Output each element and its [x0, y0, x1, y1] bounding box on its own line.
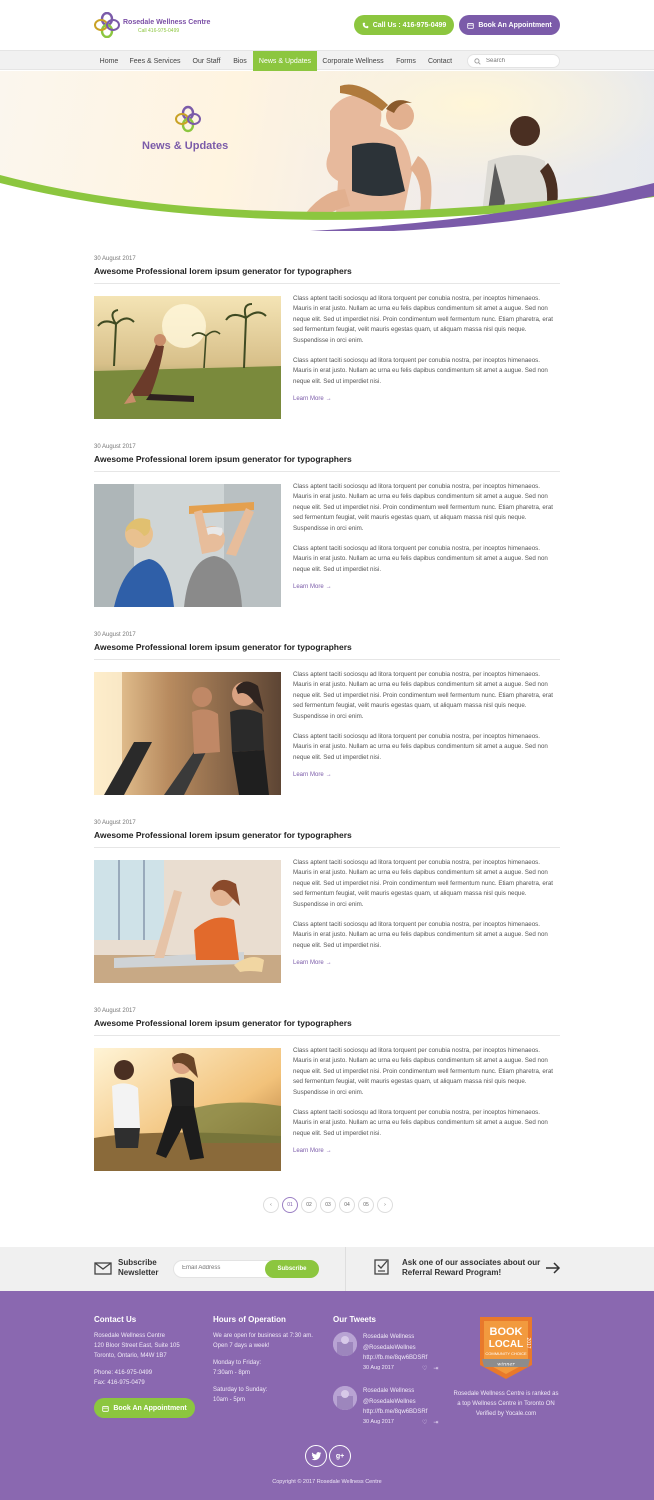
learn-more-link[interactable]	[293, 584, 332, 590]
twitter-button[interactable]	[305, 1445, 327, 1467]
post-paragraph: Class aptent taciti sociosqu ad litora torquent per conubia nostra, per inceptos himenaeos. Mauris in erat justo. Nullam ac urna eu felis dapibus condimentum sit amet a augue. Sed non neque elit. Sed ut imperdiet nisi. Proin condimentum well fermentum nunc. Etiam pharetra, erat sed fermentum feugiat, velit mauris egestas quam, ut aliquam massa nisl quis neque. Suspendisse in orci enim.	[293, 671, 554, 720]
chevron-left-icon: ‹	[270, 1202, 272, 1208]
post-paragraph: Class aptent taciti sociosqu ad litora torquent per conubia nostra, per inceptos himenaeos. Mauris in erat justo. Nullam ac urna eu felis dapibus condimentum sit amet a augue. Sed non neque elit. Sed ut imperdiet nisi. Proin condimentum well fermentum nunc. Etiam pharetra, erat sed fermentum feugiat, velit mauris egestas quam, ut aliquam massa nisl quis neque. Suspendisse in orci enim.	[293, 483, 554, 532]
contact-address-line: Toronto, Ontario, M4W 1B7	[94, 1353, 167, 1359]
stretch-photo	[94, 860, 281, 983]
nav-item-forms[interactable]: Forms	[396, 57, 416, 65]
page-button[interactable]: 03	[320, 1197, 336, 1213]
site-footer	[0, 1291, 654, 1500]
contact-address-line: 120 Bloor Street East, Suite 105	[94, 1343, 180, 1349]
learn-more-link[interactable]	[293, 772, 332, 778]
page-button[interactable]: 02	[301, 1197, 317, 1213]
search-box	[467, 54, 560, 68]
referral-icon	[373, 1257, 393, 1277]
next-page-button[interactable]	[377, 1197, 393, 1213]
heart-icon[interactable]: ♡	[422, 1420, 428, 1426]
arrow-right-icon: →	[325, 1148, 332, 1154]
post-image-treadmill[interactable]	[94, 672, 281, 795]
phone-icon	[362, 22, 369, 29]
footer-book-button[interactable]	[94, 1398, 195, 1418]
hero-logo-icon	[176, 107, 200, 131]
post-paragraph: Class aptent taciti sociosqu ad litora torquent per conubia nostra, per inceptos himenaeos. Mauris in erat justo. Nullam ac urna eu felis dapibus condimentum sit amet a augue. Sed non neque elit. Sed ut imperdiet nisi.	[293, 733, 548, 761]
email-input[interactable]	[182, 1265, 262, 1271]
post-excerpt	[293, 858, 560, 961]
post-date: 30 August 2017	[94, 632, 136, 638]
tweet-item	[333, 1386, 443, 1431]
retweet-icon[interactable]: ⇥	[433, 1420, 439, 1426]
hours-intro: We are open for business at 7:30 am. Open 7 days a week!	[213, 1333, 313, 1349]
newsletter-bar	[0, 1247, 654, 1291]
brand-name: Rosedale Wellness Centre	[123, 19, 211, 26]
post-item	[94, 256, 560, 436]
divider	[94, 283, 560, 284]
post-title[interactable]: Awesome Professional lorem ipsum generator for typographers	[94, 642, 352, 652]
page-button[interactable]: 01	[282, 1197, 298, 1213]
learn-more-label: Learn More	[293, 396, 324, 402]
post-date: 30 August 2017	[94, 444, 136, 450]
contact-name: Rosedale Wellness Centre	[94, 1333, 165, 1339]
nav-item-contact[interactable]: Contact	[427, 57, 453, 65]
pagination	[263, 1197, 393, 1214]
search-input[interactable]	[486, 58, 556, 64]
physio-photo	[94, 484, 281, 607]
contact-fax: Fax: 416-975-0479	[94, 1380, 145, 1386]
site-header	[0, 0, 654, 50]
tweet-actions	[422, 1365, 438, 1372]
page-button[interactable]: 04	[339, 1197, 355, 1213]
post-paragraph: Class aptent taciti sociosqu ad litora torquent per conubia nostra, per inceptos himenaeos. Mauris in erat justo. Nullam ac urna eu felis dapibus condimentum sit amet a augue. Sed non neque elit. Sed ut imperdiet nisi. Proin condimentum well fermentum nunc. Etiam pharetra, erat sed fermentum feugiat, velit mauris egestas quam, ut aliquam massa nisl quis neque. Suspendisse in orci enim.	[293, 1047, 554, 1096]
yoga-photo	[94, 296, 281, 419]
post-paragraph: Class aptent taciti sociosqu ad litora torquent per conubia nostra, per inceptos himenaeos. Mauris in erat justo. Nullam ac urna eu felis dapibus condimentum sit amet a augue. Sed non neque elit. Sed ut imperdiet nisi.	[293, 1109, 548, 1137]
post-title[interactable]: Awesome Professional lorem ipsum generator for typographers	[94, 266, 352, 276]
referral-text[interactable]: Ask one of our associates about our Referral Reward Program!	[402, 1258, 541, 1277]
tweets-title: Our Tweets	[333, 1315, 376, 1324]
post-paragraph: Class aptent taciti sociosqu ad litora torquent per conubia nostra, per inceptos himenaeos. Mauris in erat justo. Nullam ac urna eu felis dapibus condimentum sit amet a augue. Sed non neque elit. Sed ut imperdiet nisi. Proin condimentum well fermentum nunc. Etiam pharetra, erat sed fermentum feugiat, velit mauris egestas quam, ut aliquam massa nisl quis neque. Suspendisse in orci enim.	[293, 859, 554, 908]
book-appointment-label: Book An Appointment	[478, 21, 552, 29]
arrow-right-icon: →	[325, 396, 332, 402]
copyright: Copyright © 2017 Rosedale Wellness Centre	[272, 1479, 382, 1485]
tweet-handle[interactable]: @RosedaleWellnes	[363, 1398, 416, 1405]
badge-top-text: BOOK	[489, 1326, 523, 1338]
post-title[interactable]: Awesome Professional lorem ipsum generator for typographers	[94, 1018, 352, 1028]
calendar-icon	[102, 1405, 109, 1412]
post-paragraph: Class aptent taciti sociosqu ad litora torquent per conubia nostra, per inceptos himenaeos. Mauris in erat justo. Nullam ac urna eu felis dapibus condimentum sit amet a augue. Sed non neque elit. Sed ut imperdiet nisi. Proin condimentum well fermentum nunc. Etiam pharetra, erat sed fermentum feugiat, velit mauris egestas quam, ut aliquam massa nisl quis neque. Suspendisse in orci enim.	[293, 295, 554, 344]
book-appointment-button[interactable]	[459, 15, 560, 35]
learn-more-link[interactable]	[293, 396, 332, 402]
hero-illustration	[0, 71, 654, 236]
contact-phone[interactable]: Phone: 416-975-0499	[94, 1370, 153, 1376]
tweet-link[interactable]: http://fb.me/8qw6BDSRf	[363, 1355, 428, 1361]
divider	[94, 847, 560, 848]
post-excerpt	[293, 482, 560, 585]
nav-item-bios[interactable]: Bios	[233, 57, 247, 65]
hours-title: Hours of Operation	[213, 1315, 286, 1324]
brand-call-line: Call 416-975-0499	[138, 28, 180, 34]
heart-icon[interactable]: ♡	[422, 1366, 428, 1372]
divider	[94, 471, 560, 472]
post-excerpt	[293, 670, 560, 773]
nav-item-home[interactable]: Home	[99, 57, 119, 65]
post-item	[94, 632, 560, 812]
post-paragraph: Class aptent taciti sociosqu ad litora torquent per conubia nostra, per inceptos himenaeos. Mauris in erat justo. Nullam ac urna eu felis dapibus condimentum sit amet a augue. Sed non neque elit. Sed ut imperdiet nisi.	[293, 545, 548, 573]
hours-weekend-label: Saturday to Sunday:	[213, 1387, 268, 1393]
google-plus-icon: g+	[335, 1452, 345, 1460]
avatar[interactable]	[333, 1386, 357, 1410]
prev-page-button[interactable]	[263, 1197, 279, 1213]
tweet-link[interactable]: http://fb.me/8qw6BDSRf	[363, 1409, 428, 1415]
post-image-runners[interactable]	[94, 1048, 281, 1171]
learn-more-label: Learn More	[293, 772, 324, 778]
learn-more-label: Learn More	[293, 1148, 324, 1154]
learn-more-label: Learn More	[293, 584, 324, 590]
arrow-right-icon: →	[325, 960, 332, 966]
page-title: News & Updates	[142, 140, 229, 152]
tweet-actions	[422, 1419, 438, 1426]
learn-more-link[interactable]	[293, 1148, 332, 1154]
post-date: 30 August 2017	[94, 1008, 136, 1014]
post-image-physio[interactable]	[94, 484, 281, 607]
avatar-image	[333, 1386, 357, 1410]
post-paragraph: Class aptent taciti sociosqu ad litora torquent per conubia nostra, per inceptos himenaeos. Mauris in erat justo. Nullam ac urna eu felis dapibus condimentum sit amet a augue. Sed non neque elit. Sed ut imperdiet nisi.	[293, 357, 548, 385]
treadmill-photo	[94, 672, 281, 795]
hours-weekday-label: Monday to Friday:	[213, 1360, 262, 1366]
footer-book-label: Book An Appointment	[113, 1404, 187, 1412]
avatar-image	[333, 1332, 357, 1356]
post-image-yoga[interactable]	[94, 296, 281, 419]
avatar[interactable]	[333, 1332, 357, 1356]
hours-list	[213, 1331, 323, 1405]
learn-more-link[interactable]	[293, 960, 332, 966]
nav-item-fees-services[interactable]: Fees & Services	[129, 57, 181, 65]
search-icon[interactable]	[474, 58, 481, 65]
main-nav	[0, 50, 654, 70]
contact-title: Contact Us	[94, 1315, 137, 1324]
retweet-icon[interactable]: ⇥	[433, 1366, 439, 1372]
google-plus-button[interactable]	[329, 1445, 351, 1467]
badge-year-text: 2017	[525, 1337, 531, 1349]
post-image-stretch[interactable]	[94, 860, 281, 983]
tweet-author[interactable]: Rosedale Wellness	[363, 1334, 415, 1340]
post-title[interactable]: Awesome Professional lorem ipsum generator for typographers	[94, 830, 352, 840]
post-title[interactable]: Awesome Professional lorem ipsum generator for typographers	[94, 454, 352, 464]
post-item	[94, 1008, 560, 1188]
nav-item-corporate-wellness[interactable]: Corporate Wellness	[322, 57, 384, 65]
hours-weekend: 10am - 5pm	[213, 1397, 246, 1403]
divider	[94, 659, 560, 660]
post-date: 30 August 2017	[94, 256, 136, 262]
arrow-right-icon[interactable]	[545, 1261, 561, 1275]
arrow-right-icon: →	[325, 772, 332, 778]
post-excerpt	[293, 294, 560, 397]
envelope-icon	[94, 1259, 112, 1277]
twitter-icon	[311, 1452, 322, 1461]
tweet-text	[363, 1386, 427, 1418]
tweet-author[interactable]: Rosedale Wellness	[363, 1388, 415, 1394]
subscribe-button[interactable]: Subscribe	[265, 1260, 319, 1278]
nav-item-news-updates[interactable]: News & Updates	[253, 51, 317, 71]
hours-weekday: 7:30am - 8pm	[213, 1370, 251, 1376]
award-text: Rosedale Wellness Centre is ranked as a top Wellness Centre in Toronto ON Verified by Yocale.com	[453, 1391, 559, 1417]
learn-more-label: Learn More	[293, 960, 324, 966]
award-badge[interactable]	[476, 1315, 536, 1381]
nav-item-our-staff[interactable]: Our Staff	[192, 57, 221, 65]
tweet-handle[interactable]: @RosedaleWellnes	[363, 1344, 416, 1351]
runners-photo	[94, 1048, 281, 1171]
tweet-text	[363, 1332, 427, 1364]
post-item	[94, 444, 560, 624]
logo-mark-icon	[94, 12, 120, 38]
site-logo[interactable]	[94, 12, 211, 38]
calendar-icon	[467, 22, 474, 29]
badge-mid-text: LOCAL	[488, 1339, 524, 1350]
badge-winner-text: winner	[497, 1361, 515, 1368]
page-button[interactable]: 05	[358, 1197, 374, 1213]
newsletter-section	[0, 1247, 346, 1291]
contact-address	[94, 1331, 204, 1388]
call-us-label: Call Us : 416-975-0499	[372, 21, 447, 29]
post-excerpt	[293, 1046, 560, 1149]
call-us-button[interactable]	[354, 15, 454, 35]
tweet-item	[333, 1332, 443, 1377]
chevron-right-icon: ›	[384, 1202, 386, 1208]
post-item	[94, 820, 560, 1000]
divider	[94, 1035, 560, 1036]
tweet-date: 30 Aug 2017	[363, 1419, 394, 1425]
post-date: 30 August 2017	[94, 820, 136, 826]
tweet-date: 30 Aug 2017	[363, 1365, 394, 1371]
hero-banner	[0, 71, 654, 236]
newsletter-title: Subscribe Newsletter	[118, 1258, 159, 1277]
arrow-right-icon: →	[325, 584, 332, 590]
post-paragraph: Class aptent taciti sociosqu ad litora torquent per conubia nostra, per inceptos himenaeos. Mauris in erat justo. Nullam ac urna eu felis dapibus condimentum sit amet a augue. Sed non neque elit. Sed ut imperdiet nisi.	[293, 921, 548, 949]
badge-sub-text: COMMUNITY CHOICE	[485, 1351, 527, 1356]
